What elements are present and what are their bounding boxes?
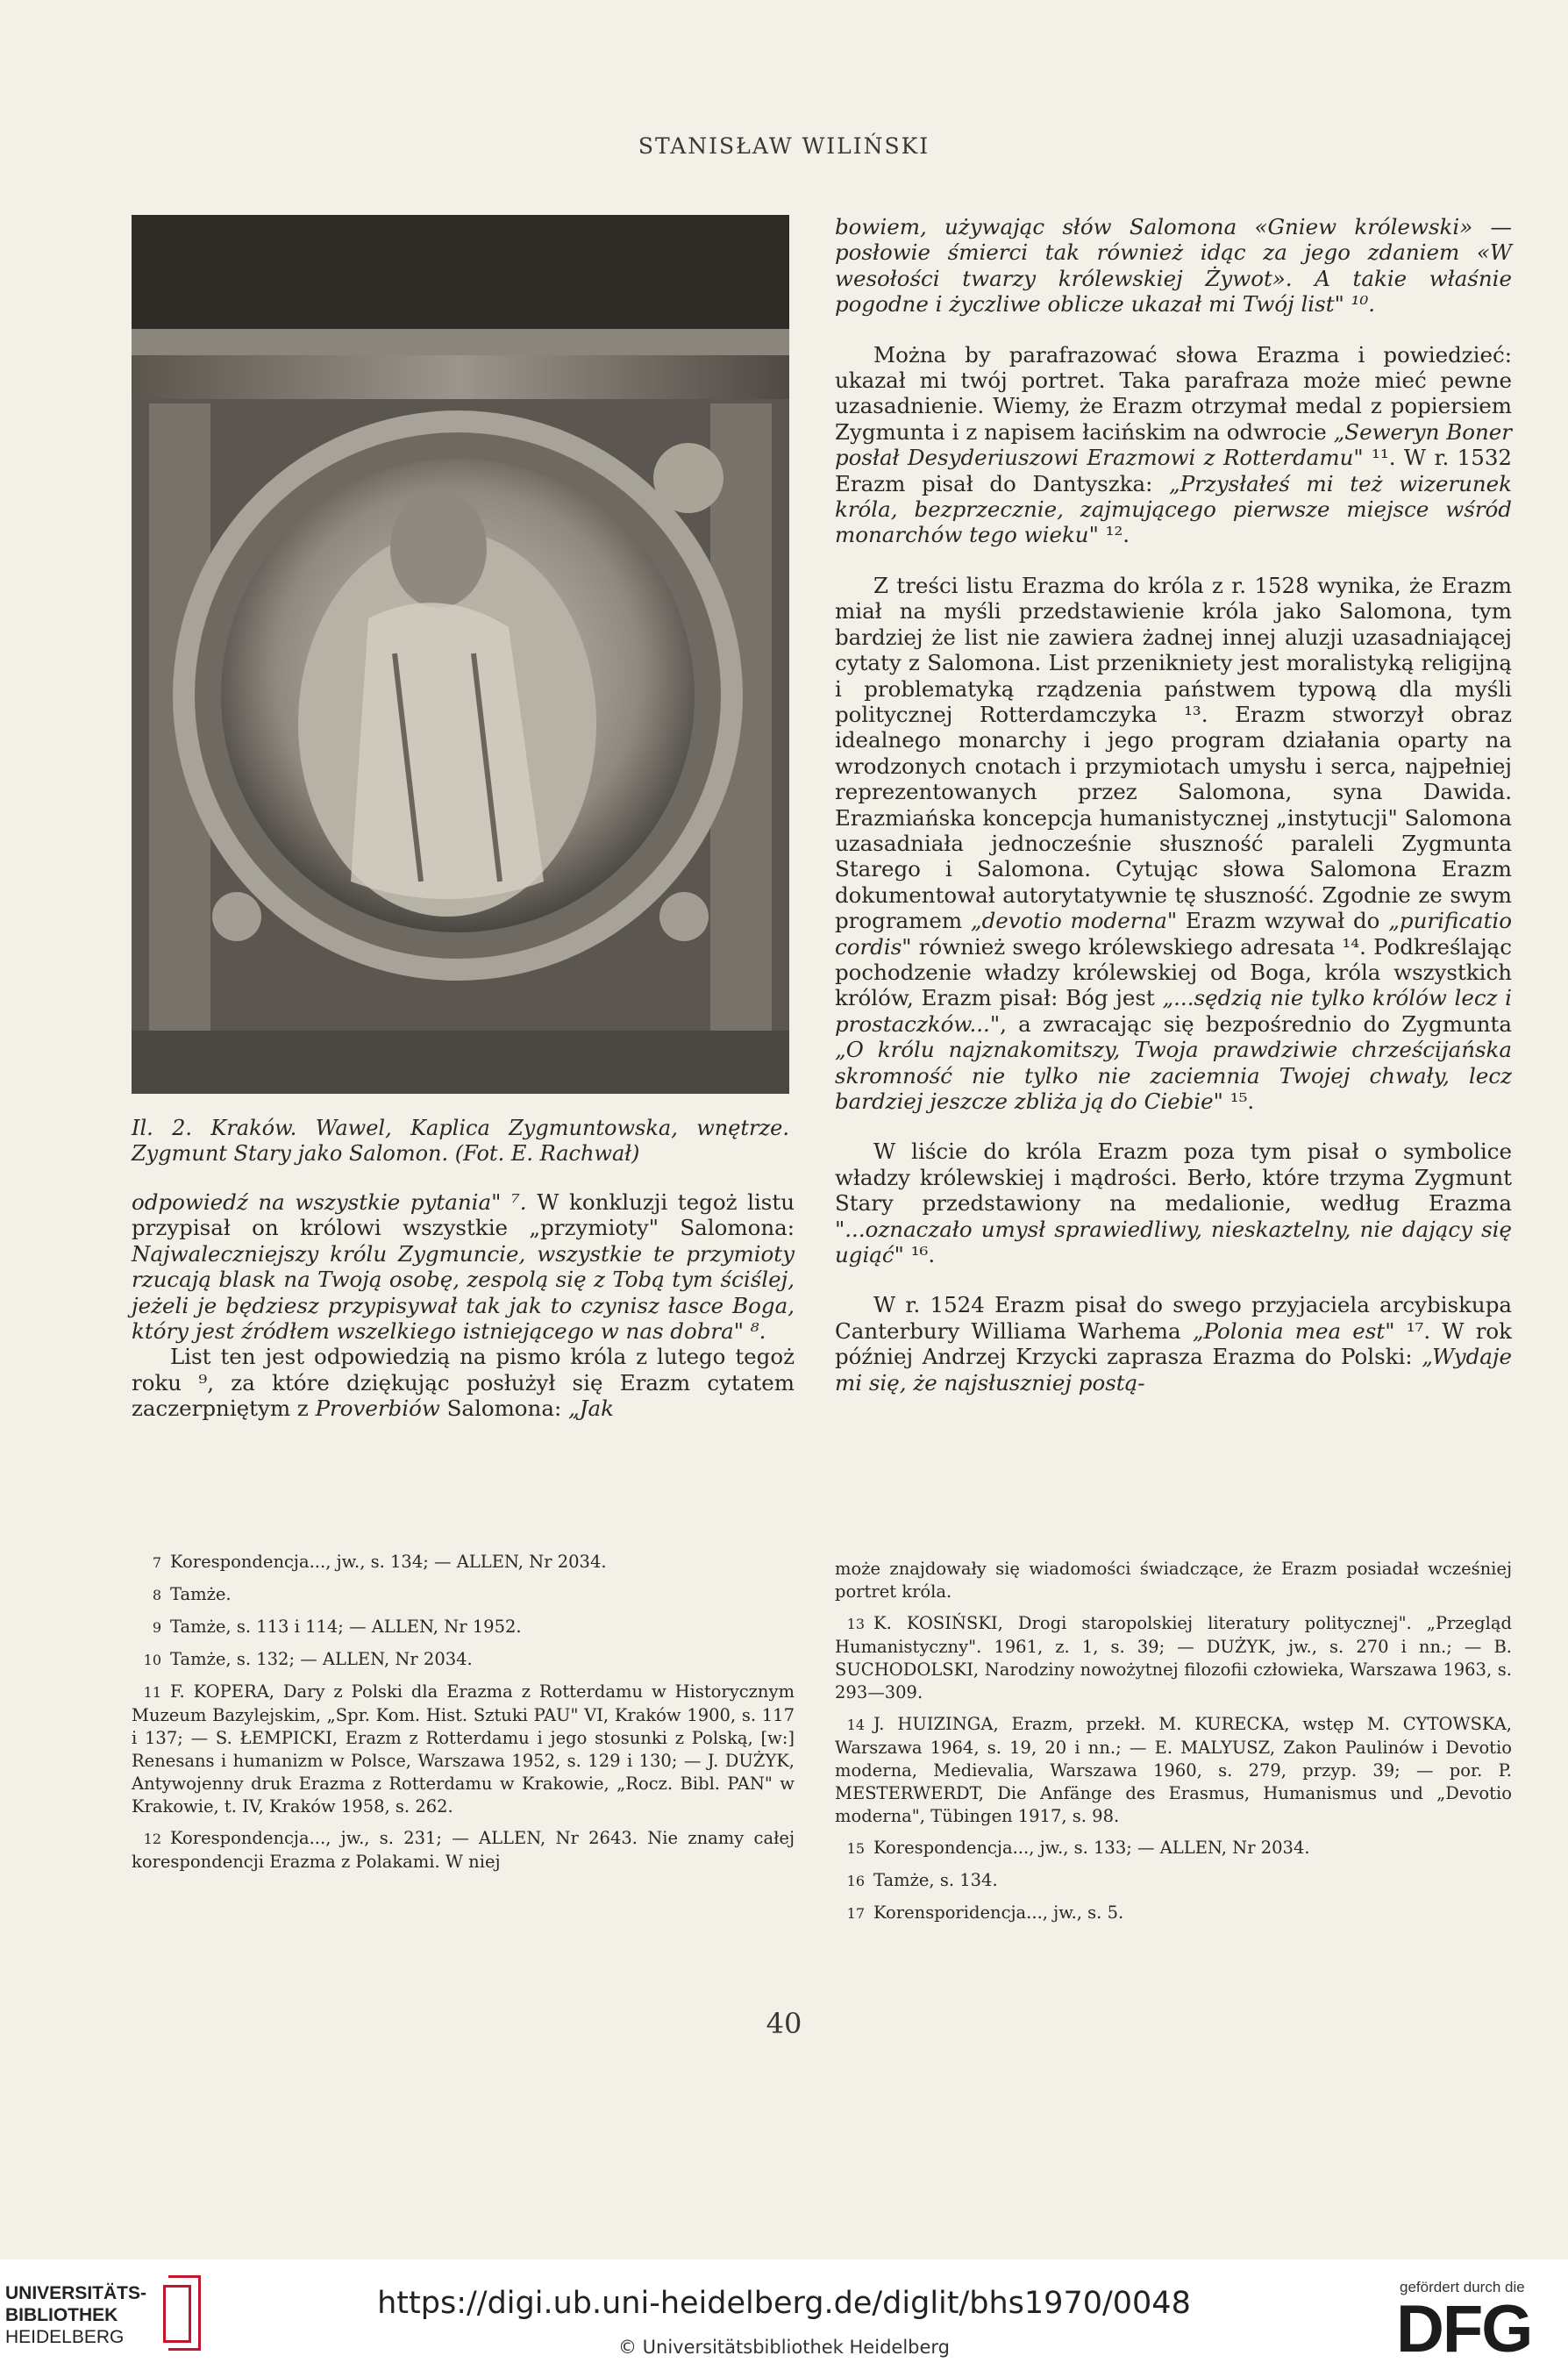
dfg-logo[interactable]: DFG	[1396, 2292, 1532, 2366]
footnote: 14 J. HUIZINGA, Erazm, przekł. M. KURECKA, wstęp M. CYTOWSKA, Warszawa 1964, s. 19, 20 i nn.; — E. MALYUSZ, Zakon Paulinów i Devotio moderna, Medievalia, Warszawa 1960, s. 279, przyp. 39; — por. P. MESTERWERDT, Die Anfänge des Erasmus, Humanismus und „Devotio moderna", Tübingen 1917, s. 98.	[835, 1714, 1512, 1826]
paragraph: Można by parafrazować słowa Erazma i powiedzieć: ukazał mi twój portret. Taka parafraza może mieć pewne uzasadnienie. Wiemy, że Erazm otrzymał medal z popiersiem Zygmunta i z napisem łacińskim na odwrocie „Seweryn Boner posłał Desyderiuszowi Erazmowi z Rotterdamu" ¹¹. W r. 1532 Erazm pisał do Dantyszka: „Przysłałeś mi też wizerunek króla, bezprzecznie, zajmującego pierwsze miejsce wśród monarchów tego wieku" ¹².	[835, 341, 1512, 548]
library-logo-icon-frame	[168, 2275, 201, 2351]
footnote: 17 Korensporidencja..., jw., s. 5.	[846, 1902, 1124, 1923]
footnotes-left	[132, 1551, 795, 1882]
right-column-text	[835, 214, 1512, 1396]
running-header: STANISŁAW WILIŃSKI	[638, 133, 930, 159]
photograph-chapel-medallion	[132, 215, 789, 1094]
paragraph: W r. 1524 Erazm pisał do swego przyjaciela arcybiskupa Canterbury Williama Warhema „Polonia mea est" ¹⁷. W rok później Andrzej Krzycki zaprasza Erazma do Polski: „Wydaje mi się, że najsłuszniej postą-	[835, 1292, 1513, 1396]
photograph-illustration	[132, 215, 789, 1094]
footnotes-right	[835, 1558, 1512, 1934]
footnote: 15 Korespondencja..., jw., s. 133; — ALLEN, Nr 2034.	[846, 1838, 1310, 1858]
paragraph: bowiem, używając słów Salomona «Gniew królewski» — posłowie śmierci tak również idąc za jego zdaniem «W wesołości twarzy królewskiej Żywot». A takie właśnie pogodne i życzliwe oblicze ukazał mi Twój list" ¹⁰.	[835, 214, 1512, 318]
paragraph: Z treści listu Erazma do króla z r. 1528 wynika, że Erazm miał na myśli przedstawienie króla jako Salomona, tym bardziej że list nie zawiera żadnej innej aluzji uzasadniającej cytaty z Salomona. List przenikniety jest moralistyką religijną i problematyką rządzenia państwem typową dla myśli politycznej Rotterdamczyka ¹³. Erazm stworzył obraz idealnego monarchy i jego program działania oparty na wrodzonych cnotach i przymiotach umysłu i serca, najpełniej reprezentowanych przez Salomona, syna Dawida. Erazmiańska koncepcja humanistycznej „instytucji" Salomona uzasadniała jednocześnie słuszność paraleli Zygmunta Starego i Salomona. Cytując słowa Salomona Erazm dokumentował autorytatywnie tę słuszność. Zgodnie ze swym programem „devotio moderna" Erazm wzywał do „purificatio cordis" również swego królewskiego adresata ¹⁴. Podkreślając pochodzenie władzy królewskiej od Boga, króla wszystkich królów, Erazm pisał: Bóg jest „...sędzią nie tylko królów lecz i prostaczków...", a zwracając się bezpośrednio do Zygmunta „O królu najznakomitszy, Twoja prawdziwie chrześcijańska skromność nie tylko nie zaciemnia Twojej chwały, lecz bardziej jeszcze zbliża ją do Ciebie" ¹⁵.	[835, 572, 1513, 1114]
footnote: 16 Tamże, s. 134.	[846, 1870, 998, 1890]
page-number: 40	[766, 2007, 802, 2040]
paragraph: odpowiedź na wszystkie pytania" ⁷. W konkluzji tegoż listu przypisał on królowi wszystkie „przymioty" Salomona: Najwaleczniejszy królu Zygmuncie, wszystkie te przymioty rzucają blask na Twoją osobę, zespolą się z Tobą tym ściślej, jeżeli je będziesz przypisywał tak jak to czynisz łasce Boga, który jest źródłem wszelkiego istniejącego w nas dobra" ⁸.	[132, 1189, 795, 1345]
paragraph: List ten jest odpowiedzią na pismo króla z lutego tegoż roku ⁹, za które dziękując posłużył się Erazm cytatem zaczerpniętym z Proverbiów Salomona: „Jak	[132, 1344, 795, 1422]
library-logo-text[interactable]: UNIVERSITÄTS- BIBLIOTHEK HEIDELBERG	[5, 2283, 147, 2347]
footnote: 10 Tamże, s. 132; — ALLEN, Nr 2034.	[143, 1649, 473, 1669]
footnote: 13 K. KOSIŃSKI, Drogi staropolskiej literatury politycznej". „Przegląd Humanistyczny". 1961, z. 1, s. 39; — DUŻYK, jw., s. 270 i nn.; — B. SUCHODOLSKI, Narodziny nowożytnej filozofii człowieka, Warszawa 1963, s. 293—309.	[835, 1613, 1512, 1702]
paragraph: W liście do króla Erazm poza tym pisał o symbolice władzy królewskiej i mądrości. Berło, które trzyma Zygmunt Stary przedstawiony na medalionie, według Erazma "...oznaczało umysł sprawiedliwy, nieskaztelny, nie dający się ugiąć" ¹⁶.	[835, 1139, 1512, 1268]
figure-caption: Il. 2. Kraków. Wawel, Kaplica Zygmuntowska, wnętrze. Zygmunt Stary jako Salomon. (Fot. E. Rachwał)	[132, 1116, 789, 1166]
footnote: 11 F. KOPERA, Dary z Polski dla Erazma z Rotterdamu w Historycznym Muzeum Bazylejskim, „Spr. Kom. Hist. Sztuki PAU" VI, Kraków 1900, s. 117 i 137; — S. ŁEMPICKI, Erazm z Rotterdamu i jego stosunki z Polską, [w:] Renesans i humanizm w Polsce, Warszawa 1952, s. 129 i 130; — J. DUŻYK, Antywojenny druk Erazma z Rotterdamu w Krakowie, „Rocz. Bibl. PAN" w Krakowie, t. IV, Kraków 1958, s. 262.	[132, 1681, 795, 1817]
footnote: 7 Korespondencja..., jw., s. 134; — ALLEN, Nr 2034.	[152, 1552, 607, 1572]
footnote: może znajdowały się wiadomości świadczące, że Erazm posiadał wcześniej portret króla.	[835, 1559, 1512, 1602]
footnote: 12 Korespondencja..., jw., s. 231; — ALLEN, Nr 2643. Nie znamy całej korespondencji Erazma z Polakami. W niej	[132, 1828, 795, 1872]
permalink-url[interactable]: https://digi.ub.uni-heidelberg.de/diglit/bhs1970/0048	[377, 2286, 1191, 2321]
funding-label: gefördert durch die	[1400, 2279, 1525, 2295]
copyright-notice: © Universitätsbibliothek Heidelberg	[617, 2337, 950, 2358]
left-column-text	[132, 1189, 795, 1422]
footnote: 8 Tamże.	[152, 1584, 232, 1604]
footnote: 9 Tamże, s. 113 i 114; — ALLEN, Nr 1952.	[152, 1617, 522, 1637]
